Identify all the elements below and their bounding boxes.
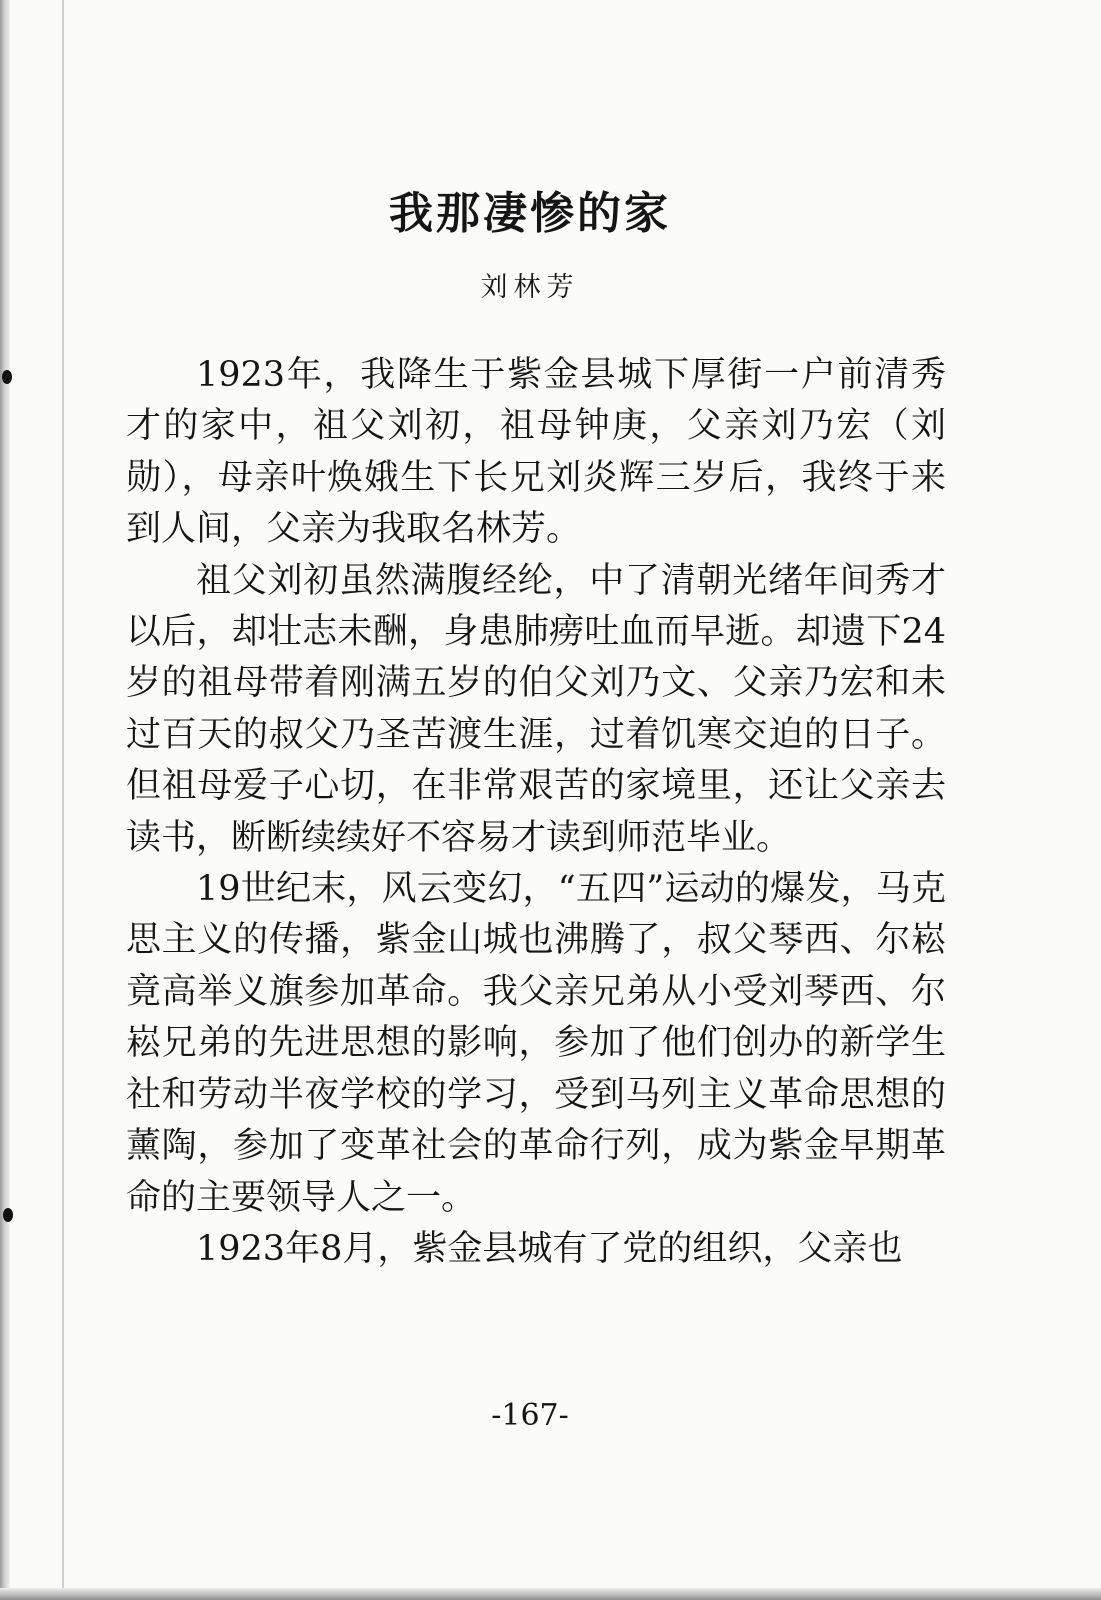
article-author: 刘林芳 xyxy=(480,272,580,303)
page-bottom-edge xyxy=(0,1588,1101,1600)
page-number: -167- xyxy=(491,1398,569,1433)
scan-speck xyxy=(2,370,12,384)
paragraph: 1923年，我降生于紫金县城下厚街一户前清秀才的家中，祖父刘初，祖母钟庚，父亲刘乃宏（刘勋），母亲叶焕娥生下长兄刘炎辉三岁后，我终于来到人间，父亲为我取名林芳。 xyxy=(126,355,946,550)
article-title: 我那凄惨的家 xyxy=(389,188,671,239)
paragraph: 1923年8月，紫金县城有了党的组织，父亲也 xyxy=(196,1228,903,1269)
article-body xyxy=(126,350,946,1275)
paragraph: 19世纪末，风云变幻，“五四”运动的爆发，马克思主义的传播，紫金山城也沸腾了，叔父琴西、尔崧竟高举义旗参加革命。我父亲兄弟从小受刘琴西、尔崧兄弟的先进思想的影响，参加了他们创办的新学生社和劳动半夜学校的学习，受到马列主义革命思想的薰陶，参加了变革社会的革命行列，成为紫金早期革命的主要领导人之一。 xyxy=(126,869,946,1218)
paragraph: 祖父刘初虽然满腹经纶，中了清朝光绪年间秀才以后，却壮志未酬，身患肺痨吐血而早逝。却遗下24岁的祖母带着刚满五岁的伯父刘乃文、父亲乃宏和未过百天的叔父乃圣苦渡生涯，过着饥寒交迫的日子。但祖母爱子心切，在非常艰苦的家境里，还让父亲去读书，断断续续好不容易才读到师范毕业。 xyxy=(126,560,946,858)
scan-speck xyxy=(3,1208,13,1222)
